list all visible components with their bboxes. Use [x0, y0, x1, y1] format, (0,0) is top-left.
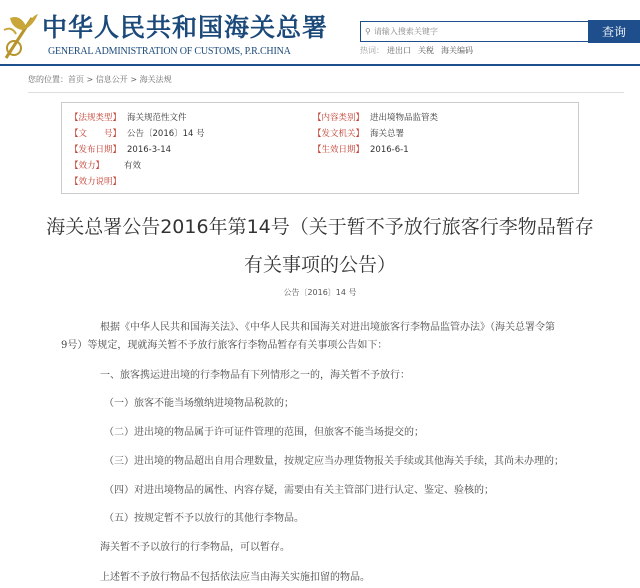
info-category: [313, 111, 438, 123]
paragraph: 一、旅客携运进出境的行李物品有下列情形之一的，海关暂不予放行：: [100, 370, 410, 381]
paragraph: （五）按规定暂不予以放行的其他行李物品。: [104, 513, 304, 524]
info-key: 【内容类别】: [313, 113, 365, 123]
info-force: [70, 159, 141, 171]
paragraph: （二）进出境的物品属于许可证件管理的范围，但旅客不能当场提交的；: [104, 427, 424, 438]
search-icon: ⚲: [365, 27, 371, 36]
breadcrumb-regulations[interactable]: 海关法规: [139, 75, 172, 84]
article-title-line: 有关事项的公告）: [243, 254, 396, 276]
breadcrumb: [28, 74, 172, 85]
info-key: 【发文机关】: [313, 129, 365, 139]
info-value: 海关规范性文件: [127, 113, 187, 123]
info-number: [70, 127, 205, 139]
info-key: 【生效日期】: [313, 145, 365, 155]
info-force-note: [70, 175, 121, 187]
header-divider: [0, 64, 640, 66]
breadcrumb-info[interactable]: 信息公开: [95, 75, 128, 84]
info-value: 进出境物品监管类: [370, 113, 439, 123]
hot-keyword[interactable]: 海关编码: [441, 46, 473, 55]
site-subtitle: GENERAL ADMINISTRATION OF CUSTOMS, P.R.CHINA: [48, 46, 291, 57]
info-type: [70, 111, 187, 123]
article-number: 公告〔2016〕14 号: [283, 288, 357, 297]
breadcrumb-divider: [28, 92, 624, 93]
paragraph: （四）对进出境物品的属性、内容存疑，需要由有关主管部门进行认定、鉴定、验核的；: [104, 485, 494, 496]
info-issuer: [313, 127, 404, 139]
breadcrumb-sep: >: [84, 75, 96, 84]
info-publish-date: [70, 143, 171, 155]
hot-label: 热词：: [360, 46, 384, 55]
search-button[interactable]: 查询: [588, 20, 640, 43]
info-value: 公告〔2016〕14 号: [127, 129, 205, 139]
info-key: 【效力说明】: [70, 177, 122, 187]
document-info-box: [61, 102, 579, 194]
info-key: 【效力】: [70, 161, 105, 171]
info-key: 【发布日期】: [70, 145, 122, 155]
paragraph: 海关暂不予以放行的行李物品，可以暂存。: [100, 542, 290, 553]
search-placeholder: 请输入搜索关键字: [373, 27, 438, 36]
search-input[interactable]: [360, 21, 589, 42]
paragraph: 上述暂不予放行物品不包括依法应当由海关实施扣留的物品。: [100, 572, 370, 583]
breadcrumb-sep: >: [127, 75, 140, 84]
info-value: 海关总署: [370, 129, 405, 139]
info-value: 有效: [124, 161, 142, 171]
hot-keywords: [360, 45, 473, 56]
hot-keyword[interactable]: 进出口: [387, 46, 411, 55]
paragraph: （一）旅客不能当场缴纳进境物品税款的；: [104, 398, 294, 409]
info-effective-date: [313, 143, 409, 155]
breadcrumb-label: 您的位置：: [28, 75, 68, 84]
site-title: 中华人民共和国海关总署: [42, 13, 329, 42]
article-title: [40, 208, 600, 284]
info-key: 【法规类型】: [70, 113, 122, 123]
info-value: 2016-6-1: [370, 145, 409, 155]
paragraph: （三）进出境的物品超出自用合理数量，按规定应当办理货物报关手续或其他海关手续，其尚未办理的；: [104, 456, 564, 467]
info-key: 【文 号】: [70, 129, 122, 139]
hot-keyword[interactable]: 关税: [418, 46, 434, 55]
paragraph: 9号）等规定，现就海关暂不予放行旅客行李物品暂存有关事项公告如下：: [61, 340, 388, 351]
breadcrumb-home[interactable]: 首页: [68, 75, 84, 84]
article-title-line: 海关总署公告2016年第14号（关于暂不予放行旅客行李物品暂存: [46, 216, 594, 238]
info-value: 2016-3-14: [127, 145, 172, 155]
paragraph: 根据《中华人民共和国海关法》、《中华人民共和国海关对进出境旅客行李物品监管办法》（海关总署令第: [100, 322, 555, 333]
customs-emblem-logo: [2, 8, 40, 62]
